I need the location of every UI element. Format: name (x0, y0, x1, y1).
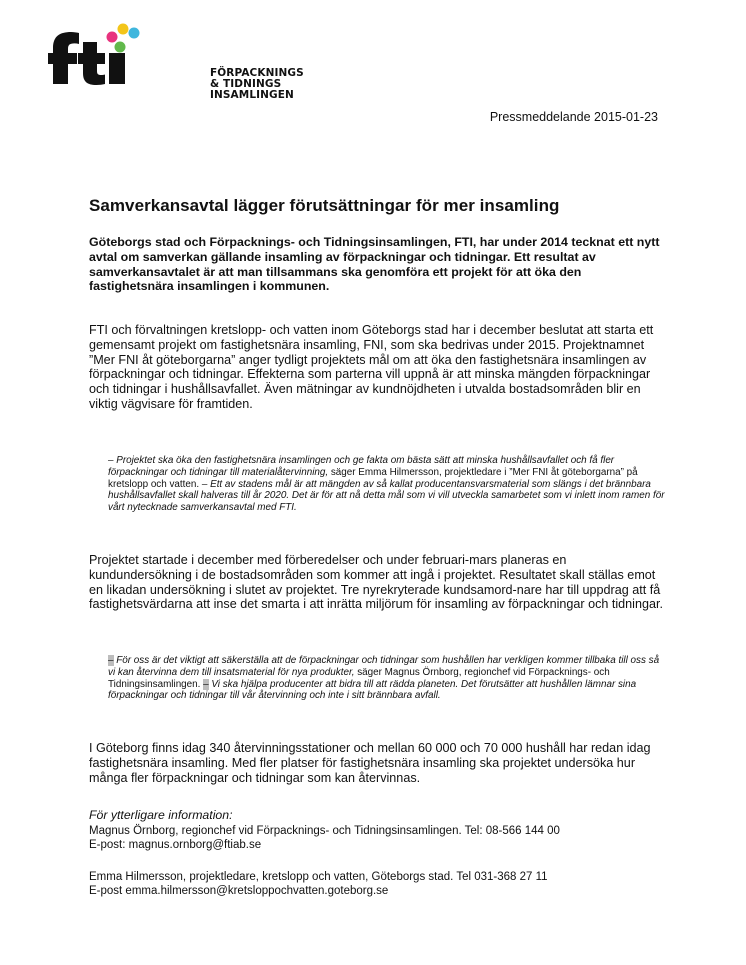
contact-heading: För ytterligare information: (89, 808, 233, 822)
contact-2-line-1: Emma Hilmersson, projektledare, kretslopp och vatten, Göteborgs stad. Tel 031-368 27 11 (89, 871, 548, 883)
headline: Samverkansavtal lägger förutsättningar för mer insamling (89, 196, 560, 215)
logo-text-line3: INSAMLINGEN (210, 89, 294, 101)
quote-2-part-2: Vi ska hjälpa producenter att bidra till att rädda planeten. Det förutsätter att hushållen lämnar sina förpackningar och tidningar till vår återvinning och inte i sitt brännbara avfall. (108, 678, 637, 702)
quote-2-dash-2: – (203, 678, 209, 690)
quote-1-part-2: – Ett av stadens mål är att mängden av så kallat producentansvarsmaterial som slängs i det brännbara hushållsavfallet skall halveras till år 2020. Det är för att nå detta mål som vi vill utveckla samarbetet som vi inlett inom ramen för vårt nytecknade samverkansavtal med FTI. (108, 478, 665, 514)
quote-1-attribution: säger Emma Hilmersson, projektledare i ”Mer FNI åt göteborgarna” på kretslopp och vatten. (108, 466, 638, 490)
logo-text-line1: FÖRPACKNINGS (210, 67, 304, 79)
quote-2-attribution: säger Magnus Örnborg, regionchef vid Förpacknings- och Tidningsinsamlingen. (108, 666, 610, 690)
contact-1-line-1: Magnus Örnborg, regionchef vid Förpacknings- och Tidningsinsamlingen. Tel: 08-566 144 00 (89, 825, 560, 837)
contact-1-email: E-post: magnus.ornborg@ftiab.se (89, 839, 262, 851)
body-paragraph-1: FTI och förvaltningen kretslopp- och vatten inom Göteborgs stad har i december beslutat att starta ett gemensamt projekt om fastighetsnära insamling, FNI, som ska bedrivas under 2015. Projektnamnet ”Mer FNI åt göteborgarna” anger tydligt projektets mål om att öka den fastighetsnära insamlingen av förpackningar och tidningar. Effekterna som parterna vill uppnå är att minska mängden förpackningar och tidningar i hushållsavfallet. Även mätningar av kundnöjdheten i utvalda bostadsområden blir en viktig vägvisare för framtiden. (89, 323, 654, 411)
body-paragraph-3: I Göteborg finns idag 340 återvinningsstationer och mellan 60 000 och 70 000 hushåll har redan idag fastighetsnära insamling. Med fler platser för fastighetsnära insamling ska projektet undersöka hur många fler förpackningar och tidningar som kan återvinnas. (89, 741, 651, 785)
quote-2-part-1: För oss är det viktigt att säkerställa att de förpackningar och tidningar som hushållen har verkligen kommer tillbaka till oss så vi kan återvinna dem till insatsmaterial för nya produkter, (108, 655, 660, 678)
quote-1-part-1: – Projektet ska öka den fastighetsnära insamlingen och ge fakta om bästa sätt att minska hushållsavfallet och få fler förpackningar och tidningar till materialåtervinning, (108, 455, 615, 478)
logo-text-line2: & TIDNINGS (210, 78, 282, 90)
fti-logo-mark (47, 20, 162, 120)
fti-logo (47, 20, 307, 120)
quote-block-1 (108, 455, 668, 514)
body-paragraph-2: Projektet startade i december med förberedelser och under februari-mars planeras en kundundersökning i de bostadsområden som kommer att ingå i projektet. Resultatet skall ställas emot en likadan undersökning i slutet av projektet. Tre nyrekryterade kundsamord-nare har till uppdrag att få fastighetsvärdarna att inse det smarta i att inrätta miljörum för insamling av förpackningar och tidningar. (89, 553, 663, 612)
contact-2-email: E-post emma.hilmersson@kretsloppochvatten.goteborg.se (89, 885, 389, 897)
press-release-dateline: Pressmeddelande 2015-01-23 (489, 110, 658, 124)
quote-2-dash-1: – (108, 655, 114, 666)
quote-block-2 (108, 655, 668, 702)
lead-paragraph: Göteborgs stad och Förpacknings- och Tidningsinsamlingen, FTI, har under 2014 tecknat ett nytt avtal om samverkan gällande insamling av förpackningar och tidningar. Ett resultat av samverkansavtalet är att man tillsammans ska genomföra ett projekt för att öka den fastighetsnära insamlingen i kommunen. (89, 235, 660, 294)
